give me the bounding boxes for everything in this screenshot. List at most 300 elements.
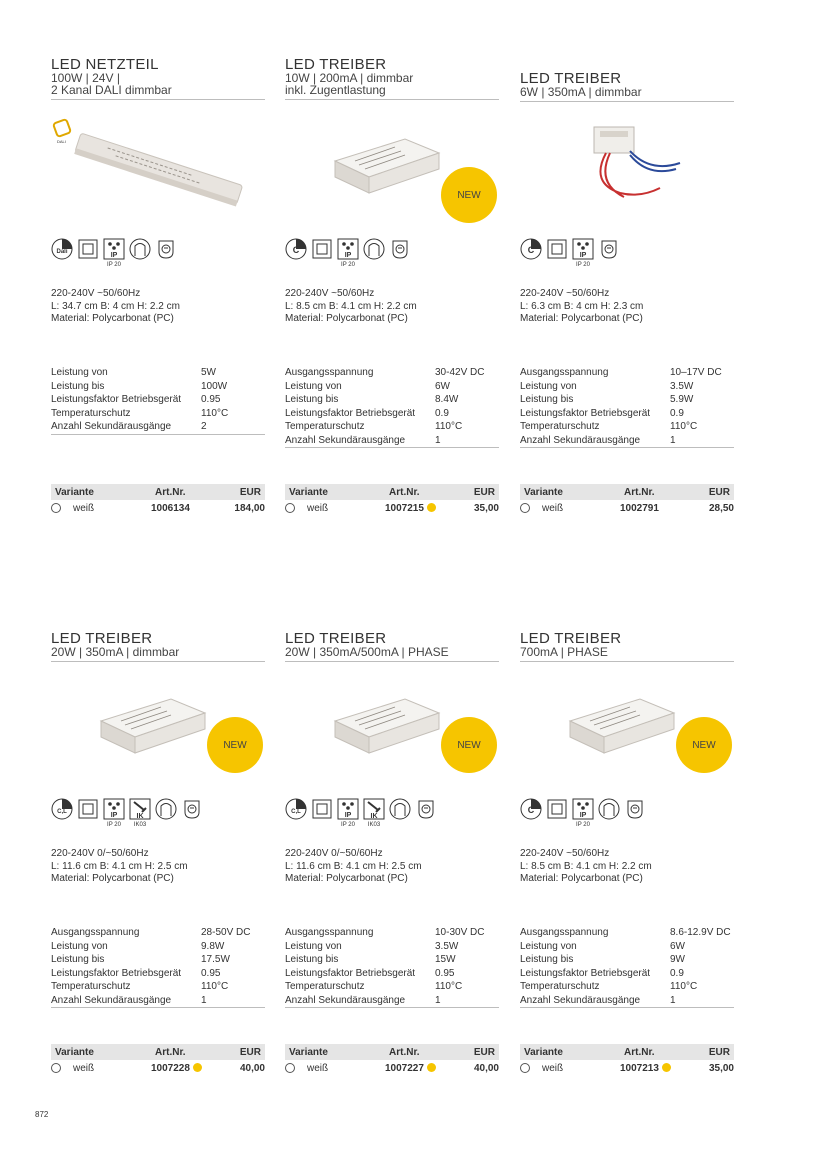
article-number: 1007213	[620, 1062, 659, 1074]
spec-row	[520, 366, 734, 380]
article-number: 1007228	[151, 1062, 190, 1074]
variant-table-header	[51, 484, 265, 500]
spec-key: Leistungsfaktor Betriebsgerät	[285, 967, 416, 979]
variant-table-header	[51, 1044, 265, 1060]
spec-key: Leistung von	[520, 380, 577, 392]
svg-text:C,L: C,L	[57, 809, 67, 815]
art-nr-cell	[620, 503, 692, 514]
light-bulb-icon	[598, 238, 620, 260]
variant-table-header	[285, 484, 499, 500]
variant-table	[51, 484, 265, 516]
light-bulb-icon	[155, 238, 177, 260]
spec-key: Ausgangsspannung	[51, 927, 140, 938]
spec-row	[51, 380, 265, 394]
spec-value: 1	[435, 434, 441, 446]
spec-row	[520, 434, 734, 448]
variant-radio[interactable]	[520, 1063, 530, 1073]
header-eur: EUR	[239, 486, 261, 498]
description-line: Material: Polycarbonat (PC)	[285, 873, 408, 884]
price-cell: 40,00	[239, 1062, 265, 1074]
header-eur: EUR	[239, 1046, 261, 1058]
spec-key: Temperaturschutz	[520, 421, 600, 432]
variant-radio[interactable]	[520, 503, 530, 513]
variant-name: weiß	[542, 502, 564, 514]
ip20-icon	[337, 798, 359, 828]
header-variant: Variante	[289, 486, 328, 498]
description-line: Material: Polycarbonat (PC)	[51, 313, 174, 324]
class-2-icon	[77, 798, 99, 820]
svg-text:DALI: DALI	[57, 139, 66, 144]
new-dot	[193, 1063, 202, 1072]
svg-text:IP: IP	[110, 812, 118, 819]
svg-text:IK: IK	[370, 813, 378, 820]
variant-row[interactable]	[285, 1060, 499, 1076]
price-cell: 40,00	[473, 1062, 499, 1074]
product-heading	[520, 72, 734, 102]
lamp-icon	[129, 238, 151, 260]
spec-key: Leistung von	[520, 940, 577, 952]
variant-cell	[285, 1063, 385, 1074]
ip20-icon	[103, 238, 125, 268]
icon-caption: IP 20	[107, 822, 121, 828]
feature-icons	[285, 238, 411, 268]
product-title: LED TREIBER	[285, 56, 387, 73]
spec-table	[285, 366, 499, 448]
product-image	[520, 113, 734, 223]
product-heading	[51, 632, 265, 662]
spec-row	[51, 420, 265, 434]
header-variant: Variante	[55, 486, 94, 498]
spec-key: Anzahl Sekundärausgänge	[285, 434, 406, 446]
spec-table	[51, 926, 265, 1008]
spec-row	[51, 393, 265, 407]
new-badge: NEW	[207, 717, 263, 773]
icon-caption: IK03	[367, 822, 381, 828]
spec-row	[520, 980, 734, 994]
spec-row	[285, 980, 499, 994]
spec-key: Leistungsfaktor Betriebsgerät	[520, 967, 651, 979]
spec-value: 110°C	[435, 981, 463, 992]
spec-divider	[285, 447, 499, 448]
variant-table-header	[520, 1044, 734, 1060]
lamp-icon	[363, 238, 385, 260]
spec-row	[520, 994, 734, 1008]
spec-value: 0.9	[670, 407, 684, 419]
svg-text:C: C	[527, 245, 535, 255]
product-subtitle: 20W | 350mA | dimmbar	[51, 645, 180, 659]
variant-name: weiß	[307, 502, 329, 514]
art-nr-cell	[385, 503, 457, 514]
article-number: 1006134	[151, 502, 190, 514]
description-line: L: 8.5 cm B: 4.1 cm H: 2.2 cm	[285, 300, 417, 312]
spec-key: Anzahl Sekundärausgänge	[520, 434, 641, 446]
spec-value: 110°C	[201, 407, 229, 419]
light-bulb-icon	[181, 798, 203, 820]
icon-caption: IP 20	[107, 262, 121, 268]
variant-table-header	[520, 484, 734, 500]
header-art-nr: Art.Nr.	[624, 486, 655, 498]
icon-caption: IK03	[133, 822, 147, 828]
variant-row[interactable]	[520, 500, 734, 516]
product-subtitle: 6W | 350mA | dimmbar	[520, 85, 642, 99]
price-cell: 35,00	[708, 1062, 734, 1074]
article-number: 1002791	[620, 502, 659, 514]
description-line: L: 8.5 cm B: 4.1 cm H: 2.2 cm	[520, 860, 652, 872]
svg-text:IP: IP	[344, 812, 352, 819]
spec-key: Temperaturschutz	[520, 981, 600, 992]
description-line: 220-240V ~50/60Hz	[520, 288, 610, 299]
description-line: L: 11.6 cm B: 4.1 cm H: 2.5 cm	[285, 860, 422, 872]
spec-key: Leistung von	[285, 940, 342, 952]
svg-text:IP: IP	[110, 252, 118, 259]
spec-key: Leistung bis	[285, 954, 339, 965]
variant-table	[520, 484, 734, 516]
spec-key: Temperaturschutz	[285, 421, 365, 432]
spec-table	[520, 926, 734, 1008]
spec-row	[51, 407, 265, 421]
spec-key: Leistung bis	[51, 954, 105, 965]
svg-text:C: C	[292, 245, 300, 255]
variant-name: weiß	[73, 502, 95, 514]
product-title: LED TREIBER	[51, 630, 153, 647]
spec-value: 3.5W	[670, 380, 694, 392]
spec-row	[520, 967, 734, 981]
spec-row	[285, 967, 499, 981]
spec-divider	[285, 1007, 499, 1008]
spec-value: 110°C	[670, 981, 698, 992]
variant-table	[285, 1044, 499, 1076]
product-subtitle: 2 Kanal DALI dimmbar	[51, 83, 172, 97]
spec-row	[520, 407, 734, 421]
spec-value: 9.8W	[201, 940, 225, 952]
spec-value: 100W	[201, 380, 228, 392]
variant-radio[interactable]	[285, 1063, 295, 1073]
spec-value: 1	[670, 434, 676, 446]
class-2-icon	[311, 238, 333, 260]
product-title: LED TREIBER	[520, 630, 622, 647]
svg-text:IP: IP	[579, 812, 587, 819]
variant-row[interactable]	[51, 500, 265, 516]
spec-key: Leistung bis	[51, 380, 105, 392]
spec-key: Anzahl Sekundärausgänge	[520, 994, 641, 1006]
spec-value: 110°C	[435, 421, 463, 432]
ik03-icon	[129, 798, 151, 828]
spec-value: 8.4W	[435, 394, 459, 405]
spec-value: 1	[435, 994, 441, 1006]
light-bulb-icon	[389, 238, 411, 260]
spec-row	[520, 420, 734, 434]
feature-icons	[51, 798, 203, 828]
header-art-nr: Art.Nr.	[389, 486, 420, 498]
spec-key: Temperaturschutz	[285, 981, 365, 992]
header-variant: Variante	[524, 486, 563, 498]
spec-key: Ausgangsspannung	[285, 927, 374, 938]
spec-table	[285, 926, 499, 1008]
title-divider	[520, 661, 734, 662]
spec-key: Leistung von	[285, 380, 342, 392]
light-bulb-icon	[624, 798, 646, 820]
spec-value: 3.5W	[435, 940, 459, 952]
variant-radio[interactable]	[51, 503, 61, 513]
svg-text:Dali: Dali	[56, 249, 68, 255]
cl-dimmer-icon	[285, 798, 307, 820]
spec-key: Ausgangsspannung	[285, 367, 374, 378]
svg-text:IP: IP	[579, 252, 587, 259]
new-dot	[662, 1063, 671, 1072]
spec-row	[520, 393, 734, 407]
spec-table	[520, 366, 734, 448]
variant-row[interactable]	[285, 500, 499, 516]
spec-row	[285, 393, 499, 407]
spec-value: 15W	[435, 954, 456, 965]
variant-table	[51, 1044, 265, 1076]
title-divider	[285, 99, 499, 100]
spec-row	[285, 407, 499, 421]
title-divider	[520, 101, 734, 102]
product-subtitle: inkl. Zugentlastung	[285, 83, 386, 97]
spec-key: Leistungsfaktor Betriebsgerät	[520, 407, 651, 419]
variant-cell	[51, 1063, 151, 1074]
product-title: LED TREIBER	[520, 70, 622, 87]
variant-radio[interactable]	[51, 1063, 61, 1073]
header-art-nr: Art.Nr.	[155, 486, 186, 498]
light-bulb-icon	[415, 798, 437, 820]
spec-value: 0.9	[435, 407, 449, 419]
spec-value: 30-42V DC	[435, 367, 485, 378]
product-subtitle: 20W | 350mA/500mA | PHASE	[285, 645, 449, 659]
article-number: 1007227	[385, 1062, 424, 1074]
header-art-nr: Art.Nr.	[624, 1046, 655, 1058]
c-dimmer-icon	[520, 238, 542, 260]
spec-value: 110°C	[201, 981, 229, 992]
spec-value: 28-50V DC	[201, 927, 251, 938]
spec-row	[520, 926, 734, 940]
description-line: L: 11.6 cm B: 4.1 cm H: 2.5 cm	[51, 860, 188, 872]
c-dimmer-icon	[520, 798, 542, 820]
product-subtitle: 700mA | PHASE	[520, 645, 608, 659]
spec-value: 9W	[670, 954, 685, 965]
spec-row	[285, 434, 499, 448]
spec-key: Leistung bis	[285, 394, 339, 405]
description-line: 220-240V ~50/60Hz	[51, 288, 141, 299]
variant-name: weiß	[73, 1062, 95, 1074]
header-art-nr: Art.Nr.	[155, 1046, 186, 1058]
new-dot	[427, 503, 436, 512]
product-image	[51, 113, 265, 223]
spec-key: Temperaturschutz	[51, 407, 131, 419]
spec-key: Leistungsfaktor Betriebsgerät	[51, 394, 182, 405]
class-2-icon	[311, 798, 333, 820]
spec-row	[51, 940, 265, 954]
description-line: Material: Polycarbonat (PC)	[51, 873, 174, 884]
price-cell: 35,00	[473, 502, 499, 514]
spec-value: 1	[201, 994, 207, 1006]
variant-radio[interactable]	[285, 503, 295, 513]
spec-row	[520, 380, 734, 394]
description-line: Material: Polycarbonat (PC)	[285, 313, 408, 324]
spec-value: 6W	[670, 940, 685, 952]
header-eur: EUR	[473, 1046, 495, 1058]
spec-key: Leistung bis	[520, 954, 574, 965]
spec-row	[520, 953, 734, 967]
variant-table	[285, 484, 499, 516]
title-divider	[51, 661, 265, 662]
spec-row	[51, 967, 265, 981]
new-badge: NEW	[441, 717, 497, 773]
description-line: 220-240V ~50/60Hz	[520, 848, 610, 859]
spec-row	[51, 953, 265, 967]
product-heading	[51, 58, 265, 100]
variant-cell	[520, 503, 620, 514]
variant-cell	[285, 503, 385, 514]
header-eur: EUR	[473, 486, 495, 498]
header-variant: Variante	[55, 1046, 94, 1058]
product-description	[285, 288, 417, 326]
class-2-icon	[77, 238, 99, 260]
spec-key: Anzahl Sekundärausgänge	[51, 994, 172, 1006]
c-dimmer-icon	[285, 238, 307, 260]
spec-key: Leistung bis	[520, 394, 574, 405]
icon-caption: IP 20	[341, 822, 355, 828]
header-variant: Variante	[289, 1046, 328, 1058]
variant-cell	[51, 503, 151, 514]
spec-value: 10-30V DC	[435, 927, 485, 938]
dali-icon	[51, 238, 73, 260]
description-line: 220-240V 0/~50/60Hz	[51, 848, 149, 859]
spec-key: Ausgangsspannung	[520, 367, 609, 378]
feature-icons	[51, 238, 177, 268]
description-line: L: 34.7 cm B: 4 cm H: 2.2 cm	[51, 300, 180, 312]
spec-value: 0.95	[201, 967, 221, 979]
spec-key: Leistungsfaktor Betriebsgerät	[285, 407, 416, 419]
icon-caption: IP 20	[576, 262, 590, 268]
header-variant: Variante	[524, 1046, 563, 1058]
ip20-icon	[572, 798, 594, 828]
spec-row	[520, 940, 734, 954]
header-art-nr: Art.Nr.	[389, 1046, 420, 1058]
title-divider	[285, 661, 499, 662]
spec-key: Ausgangsspannung	[520, 927, 609, 938]
spec-row	[285, 926, 499, 940]
lamp-icon	[598, 798, 620, 820]
cl-dimmer-icon	[51, 798, 73, 820]
description-line: Material: Polycarbonat (PC)	[520, 313, 643, 324]
header-eur: EUR	[708, 1046, 730, 1058]
icon-caption: IP 20	[576, 822, 590, 828]
variant-cell	[520, 1063, 620, 1074]
class-2-icon	[546, 238, 568, 260]
spec-divider	[520, 1007, 734, 1008]
product-description	[285, 848, 422, 886]
article-number: 1007215	[385, 502, 424, 514]
ip20-icon	[103, 798, 125, 828]
product-heading	[285, 632, 499, 662]
svg-text:C: C	[527, 805, 535, 815]
variant-name: weiß	[542, 1062, 564, 1074]
spec-row	[51, 980, 265, 994]
ip20-icon	[572, 238, 594, 268]
spec-value: 110°C	[670, 421, 698, 432]
spec-value: 8.6-12.9V DC	[670, 927, 731, 938]
product-title: LED TREIBER	[285, 630, 387, 647]
ik03-icon	[363, 798, 385, 828]
product-title: LED NETZTEIL	[51, 56, 159, 73]
title-divider	[51, 99, 265, 100]
art-nr-cell	[151, 503, 223, 514]
product-description	[51, 288, 180, 326]
price-cell: 184,00	[234, 502, 265, 514]
spec-key: Leistung von	[51, 940, 108, 952]
spec-row	[51, 366, 265, 380]
lamp-icon	[155, 798, 177, 820]
spec-row	[51, 926, 265, 940]
feature-icons	[520, 798, 646, 828]
product-description	[520, 288, 643, 326]
feature-icons	[520, 238, 620, 268]
price-cell: 28,50	[708, 502, 734, 514]
product-heading	[285, 58, 499, 100]
spec-key: Anzahl Sekundärausgänge	[285, 994, 406, 1006]
spec-divider	[51, 434, 265, 435]
feature-icons	[285, 798, 437, 828]
spec-divider	[51, 1007, 265, 1008]
spec-value: 0.95	[201, 394, 221, 405]
new-dot	[427, 1063, 436, 1072]
svg-text:IK: IK	[136, 813, 144, 820]
spec-row	[285, 994, 499, 1008]
spec-row	[285, 953, 499, 967]
art-nr-cell	[151, 1063, 223, 1074]
spec-row	[285, 380, 499, 394]
spec-key: Leistung von	[51, 367, 108, 378]
spec-row	[285, 420, 499, 434]
header-eur: EUR	[708, 486, 730, 498]
spec-value: 5W	[201, 367, 216, 378]
description-line: 220-240V ~50/60Hz	[285, 288, 375, 299]
art-nr-cell	[385, 1063, 457, 1074]
lamp-icon	[389, 798, 411, 820]
product-heading	[520, 632, 734, 662]
product-subtitle: 100W | 24V |	[51, 71, 120, 85]
page-number: 872	[35, 1110, 49, 1119]
art-nr-cell	[620, 1063, 692, 1074]
spec-value: 6W	[435, 380, 450, 392]
spec-value: 1	[670, 994, 676, 1006]
description-line: 220-240V 0/~50/60Hz	[285, 848, 383, 859]
product-description	[51, 848, 188, 886]
variant-table-header	[285, 1044, 499, 1060]
spec-value: 17.5W	[201, 954, 230, 965]
icon-caption: IP 20	[341, 262, 355, 268]
spec-row	[285, 940, 499, 954]
spec-value: 2	[201, 421, 207, 432]
spec-divider	[520, 447, 734, 448]
variant-name: weiß	[307, 1062, 329, 1074]
spec-table	[51, 366, 265, 435]
spec-value: 0.95	[435, 967, 455, 979]
variant-row[interactable]	[520, 1060, 734, 1076]
spec-value: 10–17V DC	[670, 367, 722, 378]
variant-table	[520, 1044, 734, 1076]
description-line: L: 6.3 cm B: 4 cm H: 2.3 cm	[520, 300, 644, 312]
spec-value: 0.9	[670, 967, 684, 979]
ip20-icon	[337, 238, 359, 268]
spec-key: Anzahl Sekundärausgänge	[51, 421, 172, 432]
spec-row	[285, 366, 499, 380]
variant-row[interactable]	[51, 1060, 265, 1076]
spec-value: 5.9W	[670, 394, 694, 405]
product-description	[520, 848, 652, 886]
